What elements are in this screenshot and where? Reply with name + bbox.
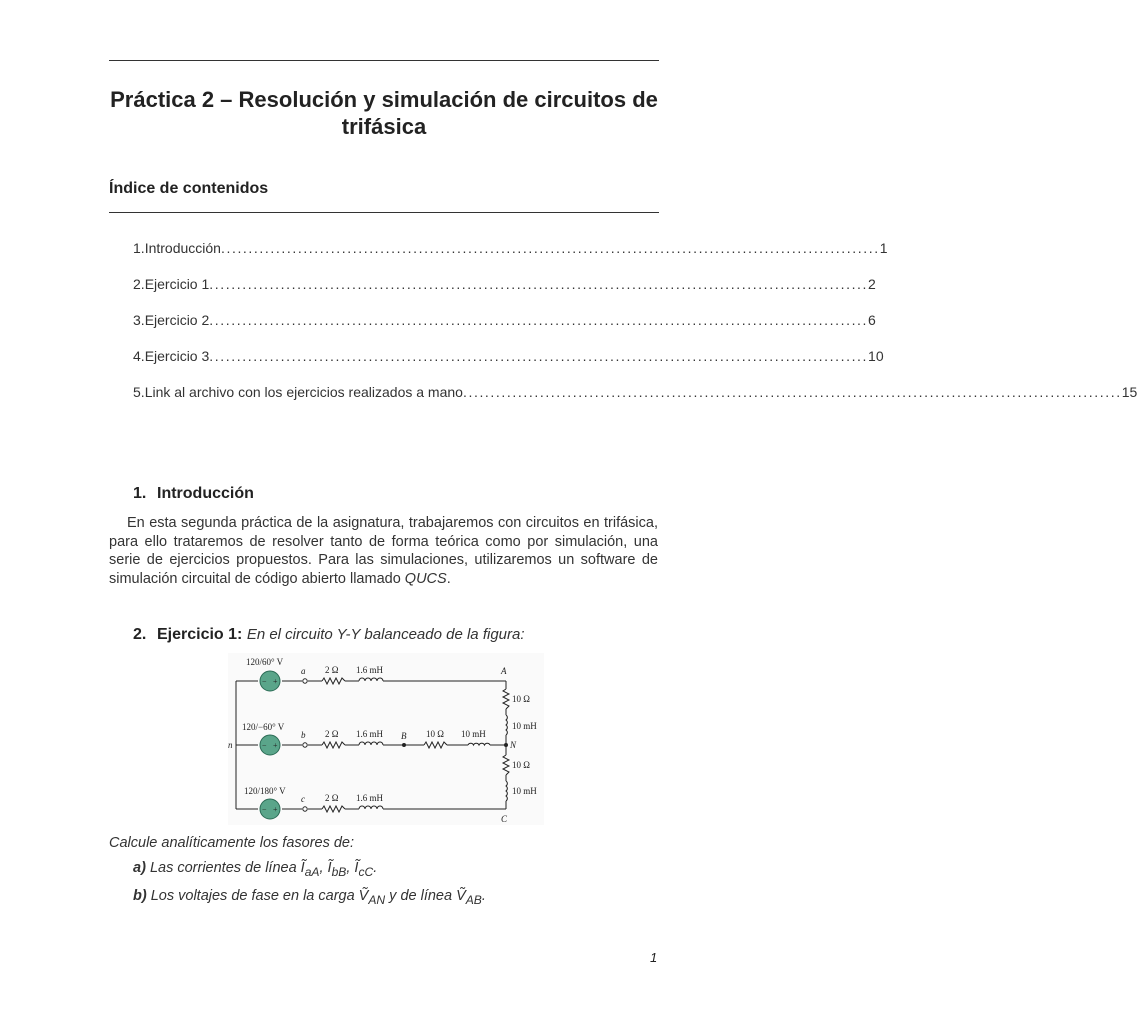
- node-A: A: [501, 666, 507, 676]
- toc-leader: ........................................................................................................................: [220, 240, 880, 256]
- node-n: n: [228, 740, 233, 750]
- svg-text:+: +: [273, 677, 278, 686]
- toc-item-number: 1.: [133, 240, 145, 256]
- section-number: 1.: [133, 485, 147, 502]
- top-rule: [109, 60, 659, 61]
- source-c-label: 120/180° V: [244, 786, 286, 796]
- section-heading-intro: [133, 485, 254, 503]
- toc-leader: ........................................................................................................................: [209, 312, 869, 328]
- toc-leader: ........................................................................................................................: [209, 348, 869, 364]
- source-b-label: 120/−60° V: [242, 722, 285, 732]
- toc-item-label: Ejercicio 2: [144, 312, 210, 328]
- svg-text:+: +: [273, 805, 278, 814]
- inductor-load-a: [506, 715, 507, 735]
- line-r-a: 2 Ω: [325, 665, 339, 675]
- toc-rule: [109, 212, 659, 213]
- resistor-b: [322, 742, 345, 748]
- question-b-label: b): [133, 888, 147, 904]
- resistor-a: [322, 678, 345, 684]
- toc-item-label: Ejercicio 3: [144, 348, 210, 364]
- resistor-load-c: [503, 755, 509, 775]
- toc-item[interactable]: [133, 240, 888, 256]
- node-B: B: [401, 731, 407, 741]
- circuit-diagram: [228, 653, 544, 825]
- question-b: b) Los voltajes de fase en la carga Ṽ$_{AN}$ y de línea Ṽ$_{AB}$.: [133, 888, 486, 907]
- page-number: 1: [650, 950, 658, 965]
- node-C: C: [501, 814, 508, 824]
- question-a: a) Las corrientes de línea $Ĩ_{aA}$, $Ĩ_{bB}$, $Ĩ_{cC}$.: [133, 860, 378, 879]
- inductor-load-c: [506, 781, 507, 801]
- load-l-a: 10 mH: [512, 721, 537, 731]
- inductor-b: [359, 742, 383, 745]
- inductor-a: [359, 678, 383, 681]
- load-r-b: 10 Ω: [426, 729, 444, 739]
- node-b: b: [301, 730, 306, 740]
- toc-item[interactable]: [133, 312, 876, 328]
- questions-intro: Calcule analíticamente los fasores de:: [109, 835, 355, 851]
- node-c: c: [301, 794, 305, 804]
- svg-text:−: −: [262, 677, 267, 686]
- toc-item-number: 4.: [133, 348, 145, 364]
- line-r-b: 2 Ω: [325, 729, 339, 739]
- svg-text:−: −: [262, 805, 267, 814]
- toc-item-number: 3.: [133, 312, 145, 328]
- software-name: QUCS: [404, 570, 447, 587]
- toc-item-label: Link al archivo con los ejercicios realizados a mano: [144, 384, 463, 400]
- toc-item[interactable]: [133, 384, 1137, 400]
- document-title: Práctica 2 – Resolución y simulación de circuitos de trifásica: [110, 87, 658, 139]
- toc-item-number: 2.: [133, 276, 145, 292]
- line-l-a: 1.6 mH: [356, 665, 383, 675]
- toc-item-page: 15: [1121, 384, 1137, 400]
- source-a-label: 120/60° V: [246, 657, 284, 667]
- toc-item-number: 5.: [133, 384, 145, 400]
- toc-item[interactable]: [133, 348, 884, 364]
- toc-item-label: Introducción: [144, 240, 221, 256]
- section-subtitle: En el circuito Y-Y balanceado de la figura:: [246, 626, 525, 643]
- toc-leader: ........................................................................................................................: [209, 276, 869, 292]
- line-l-b: 1.6 mH: [356, 729, 383, 739]
- toc-item-label: Ejercicio 1: [144, 276, 210, 292]
- toc-item-page: 6: [868, 312, 876, 328]
- load-r-a: 10 Ω: [512, 694, 530, 704]
- inductor-c: [359, 806, 383, 809]
- node-a: a: [301, 666, 306, 676]
- line-r-c: 2 Ω: [325, 793, 339, 803]
- resistor-load-a: [503, 689, 509, 709]
- section-title: Ejercicio 1:: [157, 626, 243, 643]
- question-a-label: a): [133, 860, 146, 876]
- svg-text:−: −: [262, 741, 267, 750]
- toc-item-page: 1: [879, 240, 888, 256]
- section-title: Introducción: [157, 485, 254, 502]
- intro-paragraph: En esta segunda práctica de la asignatura, trabajaremos con circuitos en trifásica, para ello trataremos de resolver tanto de forma teórica como por simulación, una serie de ejercicios propuestos. Para las simulaciones, utilizaremos un software de simulación circuital de código abierto llamado QUCS.: [109, 515, 658, 587]
- node-N: N: [510, 740, 517, 750]
- section-heading-ej1: [133, 626, 525, 644]
- toc-item-page: 2: [868, 276, 876, 292]
- svg-text:+: +: [273, 741, 278, 750]
- load-l-c: 10 mH: [512, 786, 537, 796]
- toc-leader: ........................................................................................................................: [462, 384, 1122, 400]
- load-r-c: 10 Ω: [512, 760, 530, 770]
- toc-item-page: 10: [868, 348, 884, 364]
- load-l-b: 10 mH: [461, 729, 486, 739]
- resistor-c: [322, 806, 345, 812]
- resistor-load-b: [424, 742, 447, 748]
- toc-heading: Índice de contenidos: [109, 180, 269, 197]
- toc-item[interactable]: [133, 276, 876, 292]
- section-number: 2.: [133, 626, 147, 643]
- line-l-c: 1.6 mH: [356, 793, 383, 803]
- inductor-load-b: [468, 743, 490, 745]
